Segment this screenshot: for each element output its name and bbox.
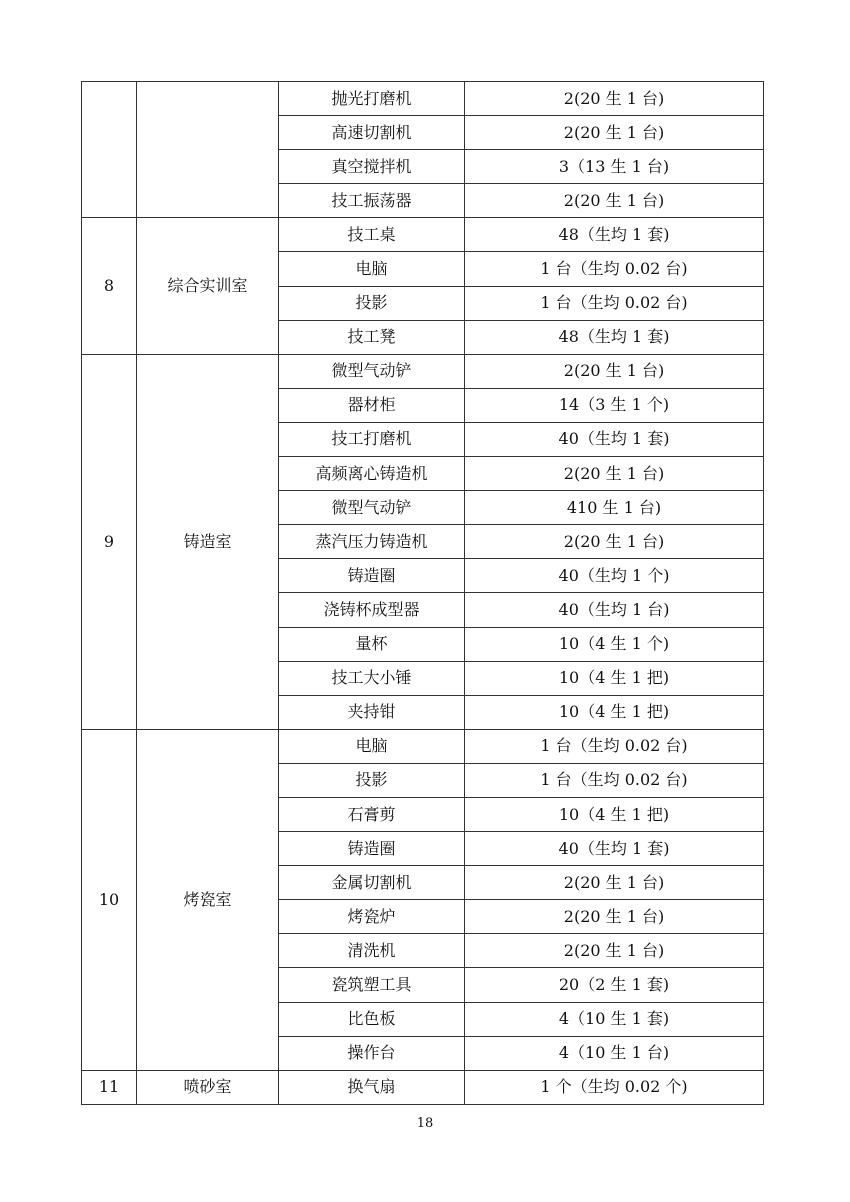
equipment-name-cell: 投影	[279, 763, 465, 797]
equipment-quantity-cell: 48（生均 1 套)	[465, 218, 764, 252]
table-row	[82, 218, 764, 252]
equipment-name-cell: 抛光打磨机	[279, 82, 465, 116]
equipment-quantity-cell: 2(20 生 1 台)	[465, 900, 764, 934]
equipment-quantity-cell: 40（生均 1 个)	[465, 559, 764, 593]
equipment-name-cell: 技工大小锤	[279, 661, 465, 695]
equipment-name-cell: 比色板	[279, 1002, 465, 1036]
equipment-quantity-cell: 1 个（生均 0.02 个)	[465, 1070, 764, 1104]
equipment-quantity-cell: 2(20 生 1 台)	[465, 934, 764, 968]
equipment-name-cell: 夹持钳	[279, 695, 465, 729]
table-row	[82, 1070, 764, 1104]
equipment-quantity-cell: 4（10 生 1 台)	[465, 1036, 764, 1070]
equipment-name-cell: 电脑	[279, 252, 465, 286]
equipment-name-cell: 微型气动铲	[279, 354, 465, 388]
page-number: 18	[416, 1116, 434, 1131]
room-number-cell: 10	[82, 729, 137, 1070]
equipment-quantity-cell: 410 生 1 台)	[465, 491, 764, 525]
equipment-quantity-cell: 10（4 生 1 把)	[465, 661, 764, 695]
equipment-quantity-cell: 1 台（生均 0.02 台)	[465, 286, 764, 320]
equipment-name-cell: 铸造圈	[279, 559, 465, 593]
room-number-cell: 11	[82, 1070, 137, 1104]
equipment-quantity-cell: 40（生均 1 套)	[465, 832, 764, 866]
equipment-quantity-cell: 3（13 生 1 台)	[465, 150, 764, 184]
equipment-quantity-cell: 1 台（生均 0.02 台)	[465, 763, 764, 797]
equipment-quantity-cell: 2(20 生 1 台)	[465, 184, 764, 218]
room-name-cell: 铸造室	[137, 354, 279, 729]
equipment-quantity-cell: 14（3 生 1 个)	[465, 388, 764, 422]
equipment-name-cell: 瓷筑塑工具	[279, 968, 465, 1002]
equipment-quantity-cell: 20（2 生 1 套)	[465, 968, 764, 1002]
equipment-table	[81, 81, 764, 1105]
equipment-name-cell: 清洗机	[279, 934, 465, 968]
equipment-name-cell: 金属切割机	[279, 866, 465, 900]
equipment-quantity-cell: 1 台（生均 0.02 台)	[465, 729, 764, 763]
equipment-name-cell: 烤瓷炉	[279, 900, 465, 934]
equipment-name-cell: 铸造圈	[279, 832, 465, 866]
equipment-quantity-cell: 40（生均 1 套)	[465, 422, 764, 456]
room-name-cell: 喷砂室	[137, 1070, 279, 1104]
equipment-quantity-cell: 2(20 生 1 台)	[465, 354, 764, 388]
equipment-quantity-cell: 2(20 生 1 台)	[465, 116, 764, 150]
equipment-quantity-cell: 10（4 生 1 把)	[465, 797, 764, 831]
equipment-name-cell: 浇铸杯成型器	[279, 593, 465, 627]
room-name-cell	[137, 82, 279, 218]
equipment-quantity-cell: 4（10 生 1 套)	[465, 1002, 764, 1036]
room-number-cell: 8	[82, 218, 137, 354]
equipment-name-cell: 高速切割机	[279, 116, 465, 150]
equipment-quantity-cell: 2(20 生 1 台)	[465, 457, 764, 491]
equipment-name-cell: 技工打磨机	[279, 422, 465, 456]
equipment-quantity-cell: 10（4 生 1 个)	[465, 627, 764, 661]
equipment-quantity-cell: 10（4 生 1 把)	[465, 695, 764, 729]
equipment-name-cell: 器材柜	[279, 388, 465, 422]
table-row	[82, 729, 764, 763]
equipment-name-cell: 微型气动铲	[279, 491, 465, 525]
table-row	[82, 354, 764, 388]
room-number-cell	[82, 82, 137, 218]
equipment-name-cell: 投影	[279, 286, 465, 320]
room-number-cell: 9	[82, 354, 137, 729]
equipment-quantity-cell: 2(20 生 1 台)	[465, 525, 764, 559]
equipment-quantity-cell: 40（生均 1 台)	[465, 593, 764, 627]
equipment-name-cell: 蒸汽压力铸造机	[279, 525, 465, 559]
equipment-name-cell: 电脑	[279, 729, 465, 763]
equipment-name-cell: 操作台	[279, 1036, 465, 1070]
equipment-quantity-cell: 2(20 生 1 台)	[465, 82, 764, 116]
equipment-name-cell: 量杯	[279, 627, 465, 661]
equipment-quantity-cell: 2(20 生 1 台)	[465, 866, 764, 900]
equipment-name-cell: 技工桌	[279, 218, 465, 252]
equipment-name-cell: 技工凳	[279, 320, 465, 354]
equipment-name-cell: 高频离心铸造机	[279, 457, 465, 491]
equipment-name-cell: 石膏剪	[279, 797, 465, 831]
equipment-quantity-cell: 1 台（生均 0.02 台)	[465, 252, 764, 286]
room-name-cell: 综合实训室	[137, 218, 279, 354]
equipment-name-cell: 技工振荡器	[279, 184, 465, 218]
equipment-table-body	[82, 82, 764, 1105]
table-row	[82, 82, 764, 116]
room-name-cell: 烤瓷室	[137, 729, 279, 1070]
equipment-quantity-cell: 48（生均 1 套)	[465, 320, 764, 354]
equipment-name-cell: 真空搅拌机	[279, 150, 465, 184]
equipment-name-cell: 换气扇	[279, 1070, 465, 1104]
